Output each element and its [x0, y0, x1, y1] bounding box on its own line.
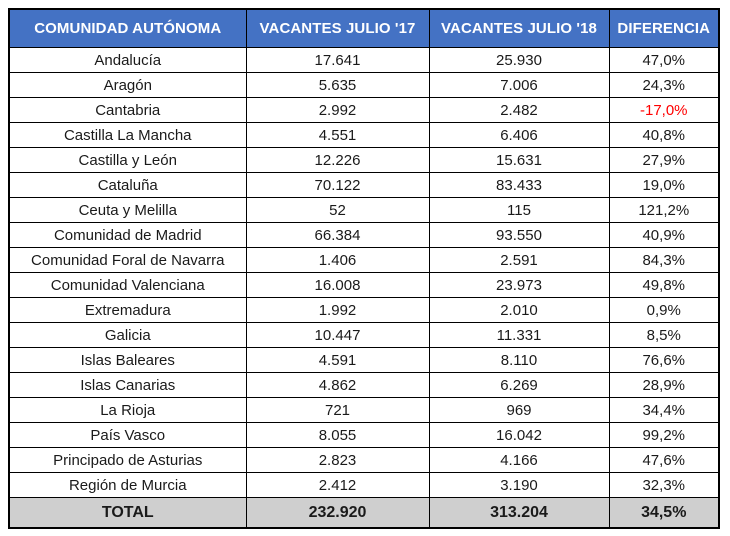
community-name-cell: Comunidad Foral de Navarra	[9, 248, 246, 273]
diferencia-cell: 19,0%	[609, 173, 719, 198]
vacantes-17-cell: 17.641	[246, 48, 429, 73]
vacantes-18-cell: 23.973	[429, 273, 609, 298]
vacantes-17-cell: 1.406	[246, 248, 429, 273]
diferencia-cell: 76,6%	[609, 348, 719, 373]
vacantes-18-cell: 25.930	[429, 48, 609, 73]
vacantes-17-cell: 12.226	[246, 148, 429, 173]
community-name-cell: Principado de Asturias	[9, 448, 246, 473]
column-header-comunidad-autonoma: COMUNIDAD AUTÓNOMA	[9, 9, 246, 48]
table-row	[9, 473, 719, 498]
diferencia-cell: 99,2%	[609, 423, 719, 448]
community-name-cell: Comunidad de Madrid	[9, 223, 246, 248]
vacantes-18-cell: 2.591	[429, 248, 609, 273]
table-row	[9, 48, 719, 73]
vacantes-18-cell: 4.166	[429, 448, 609, 473]
total-label-cell: TOTAL	[9, 498, 246, 529]
vacantes-17-cell: 16.008	[246, 273, 429, 298]
table-row	[9, 423, 719, 448]
community-name-cell: Ceuta y Melilla	[9, 198, 246, 223]
vacantes-17-cell: 4.551	[246, 123, 429, 148]
community-name-cell: Extremadura	[9, 298, 246, 323]
community-name-cell: Cantabria	[9, 98, 246, 123]
table-row	[9, 448, 719, 473]
total-row	[9, 498, 719, 529]
diferencia-cell: 121,2%	[609, 198, 719, 223]
community-name-cell: La Rioja	[9, 398, 246, 423]
vacantes-18-cell: 3.190	[429, 473, 609, 498]
vacantes-17-cell: 5.635	[246, 73, 429, 98]
community-name-cell: Aragón	[9, 73, 246, 98]
vacantes-17-cell: 10.447	[246, 323, 429, 348]
diferencia-cell: 40,9%	[609, 223, 719, 248]
table-row	[9, 73, 719, 98]
vacantes-18-cell: 16.042	[429, 423, 609, 448]
table-row	[9, 348, 719, 373]
column-header-vacantes-julio-18: VACANTES JULIO '18	[429, 9, 609, 48]
table-row	[9, 223, 719, 248]
vacantes-18-cell: 2.482	[429, 98, 609, 123]
diferencia-cell: 49,8%	[609, 273, 719, 298]
vacantes-18-cell: 6.406	[429, 123, 609, 148]
table-row	[9, 373, 719, 398]
diferencia-cell: 8,5%	[609, 323, 719, 348]
table-body	[9, 48, 719, 498]
table-row	[9, 398, 719, 423]
community-name-cell: Galicia	[9, 323, 246, 348]
diferencia-cell: 40,8%	[609, 123, 719, 148]
diferencia-cell: 47,6%	[609, 448, 719, 473]
vacantes-18-cell: 15.631	[429, 148, 609, 173]
community-name-cell: Andalucía	[9, 48, 246, 73]
total-vacantes-17-cell: 232.920	[246, 498, 429, 529]
table-row	[9, 123, 719, 148]
community-name-cell: País Vasco	[9, 423, 246, 448]
vacantes-17-cell: 4.591	[246, 348, 429, 373]
table-header-row	[9, 9, 719, 48]
vacancies-by-region-table	[8, 8, 720, 529]
table-row	[9, 173, 719, 198]
vacantes-18-cell: 115	[429, 198, 609, 223]
table-row	[9, 323, 719, 348]
vacantes-18-cell: 6.269	[429, 373, 609, 398]
diferencia-cell: 0,9%	[609, 298, 719, 323]
diferencia-cell: 27,9%	[609, 148, 719, 173]
vacantes-18-cell: 7.006	[429, 73, 609, 98]
community-name-cell: Islas Baleares	[9, 348, 246, 373]
vacantes-17-cell: 4.862	[246, 373, 429, 398]
community-name-cell: Comunidad Valenciana	[9, 273, 246, 298]
community-name-cell: Cataluña	[9, 173, 246, 198]
vacantes-17-cell: 66.384	[246, 223, 429, 248]
vacantes-18-cell: 969	[429, 398, 609, 423]
table-row	[9, 298, 719, 323]
diferencia-cell: 32,3%	[609, 473, 719, 498]
table-row	[9, 148, 719, 173]
vacantes-17-cell: 2.412	[246, 473, 429, 498]
community-name-cell: Islas Canarias	[9, 373, 246, 398]
vacantes-18-cell: 93.550	[429, 223, 609, 248]
vacantes-18-cell: 8.110	[429, 348, 609, 373]
vacantes-17-cell: 52	[246, 198, 429, 223]
diferencia-cell: -17,0%	[609, 98, 719, 123]
vacantes-18-cell: 2.010	[429, 298, 609, 323]
column-header-diferencia: DIFERENCIA	[609, 9, 719, 48]
community-name-cell: Castilla y León	[9, 148, 246, 173]
vacantes-18-cell: 83.433	[429, 173, 609, 198]
community-name-cell: Castilla La Mancha	[9, 123, 246, 148]
diferencia-cell: 47,0%	[609, 48, 719, 73]
diferencia-cell: 24,3%	[609, 73, 719, 98]
vacantes-18-cell: 11.331	[429, 323, 609, 348]
vacantes-17-cell: 721	[246, 398, 429, 423]
table-row	[9, 98, 719, 123]
total-diferencia-cell: 34,5%	[609, 498, 719, 529]
vacantes-17-cell: 70.122	[246, 173, 429, 198]
vacantes-17-cell: 1.992	[246, 298, 429, 323]
diferencia-cell: 28,9%	[609, 373, 719, 398]
vacantes-17-cell: 2.992	[246, 98, 429, 123]
table-row	[9, 273, 719, 298]
table-row	[9, 198, 719, 223]
vacantes-17-cell: 2.823	[246, 448, 429, 473]
community-name-cell: Región de Murcia	[9, 473, 246, 498]
column-header-vacantes-julio-17: VACANTES JULIO '17	[246, 9, 429, 48]
vacantes-17-cell: 8.055	[246, 423, 429, 448]
diferencia-cell: 34,4%	[609, 398, 719, 423]
diferencia-cell: 84,3%	[609, 248, 719, 273]
total-vacantes-18-cell: 313.204	[429, 498, 609, 529]
table-row	[9, 248, 719, 273]
